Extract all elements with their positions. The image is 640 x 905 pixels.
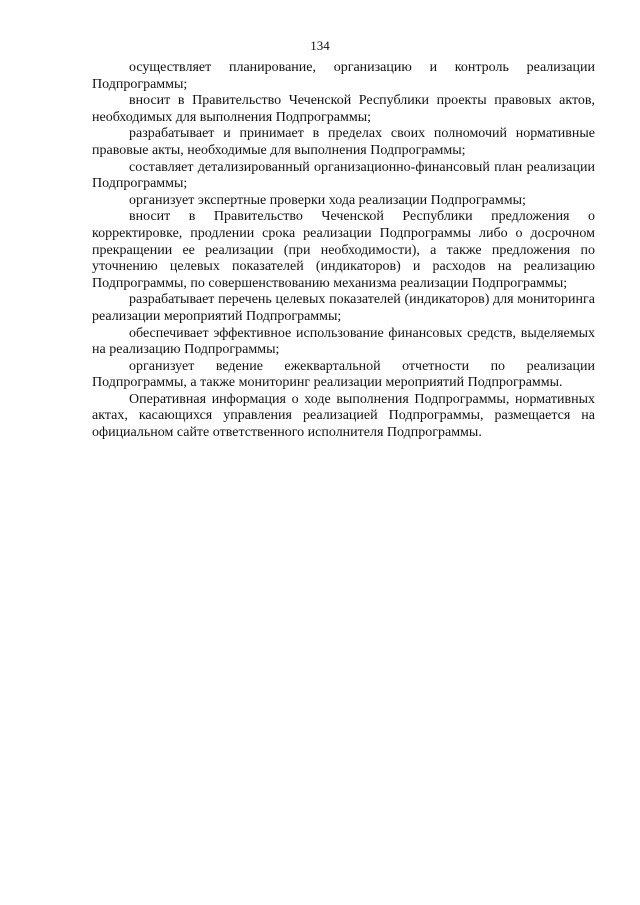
paragraph-indicators: разрабатывает перечень целевых показателей (индикаторов) для мониторинга реализации мероприятий Подпрограммы;	[92, 292, 595, 324]
paragraph-legal-drafts: вносит в Правительство Чеченской Республики проекты правовых актов, необходимых для выполнения Подпрограммы;	[92, 93, 595, 125]
paragraph-publication: Оперативная информация о ходе выполнения Подпрограммы, нормативных актах, касающихся управления реализацией Подпрограммы, размещается на официальном сайте ответственного исполнителя Подпрограммы.	[92, 391, 595, 441]
document-body	[92, 60, 595, 442]
paragraph-reporting: организует ведение ежеквартальной отчетности по реализации Подпрограммы, а также мониторинг реализации мероприятий Подпрограммы.	[92, 358, 595, 391]
paragraph-expert-reviews: организует экспертные проверки хода реализации Подпрограммы;	[129, 192, 526, 208]
page-number: 134	[310, 38, 330, 53]
paragraph-proposals: вносит в Правительство Чеченской Республики предложения о корректировке, продлении срока реализации Подпрограммы либо о досрочном прекращении ее реализации (при необходимости), а также предложения по уточнению целевых показателей (индикаторов) и расходов на реализацию Подпрограммы, по совершенствованию механизма реализации Подпрограммы;	[92, 209, 595, 291]
paragraph-planning: осуществляет планирование, организацию и контроль реализации Подпрограммы;	[92, 60, 595, 92]
paragraph-normative-acts: разрабатывает и принимает в пределах своих полномочий нормативные правовые акты, необходимые для выполнения Подпрограммы;	[92, 126, 595, 158]
paragraph-financial-plan: составляет детализированный организационно-финансовый план реализации Подпрограммы;	[92, 159, 595, 192]
paragraph-funds-usage: обеспечивает эффективное использование финансовых средств, выделяемых на реализацию Подпрограммы;	[92, 325, 595, 358]
